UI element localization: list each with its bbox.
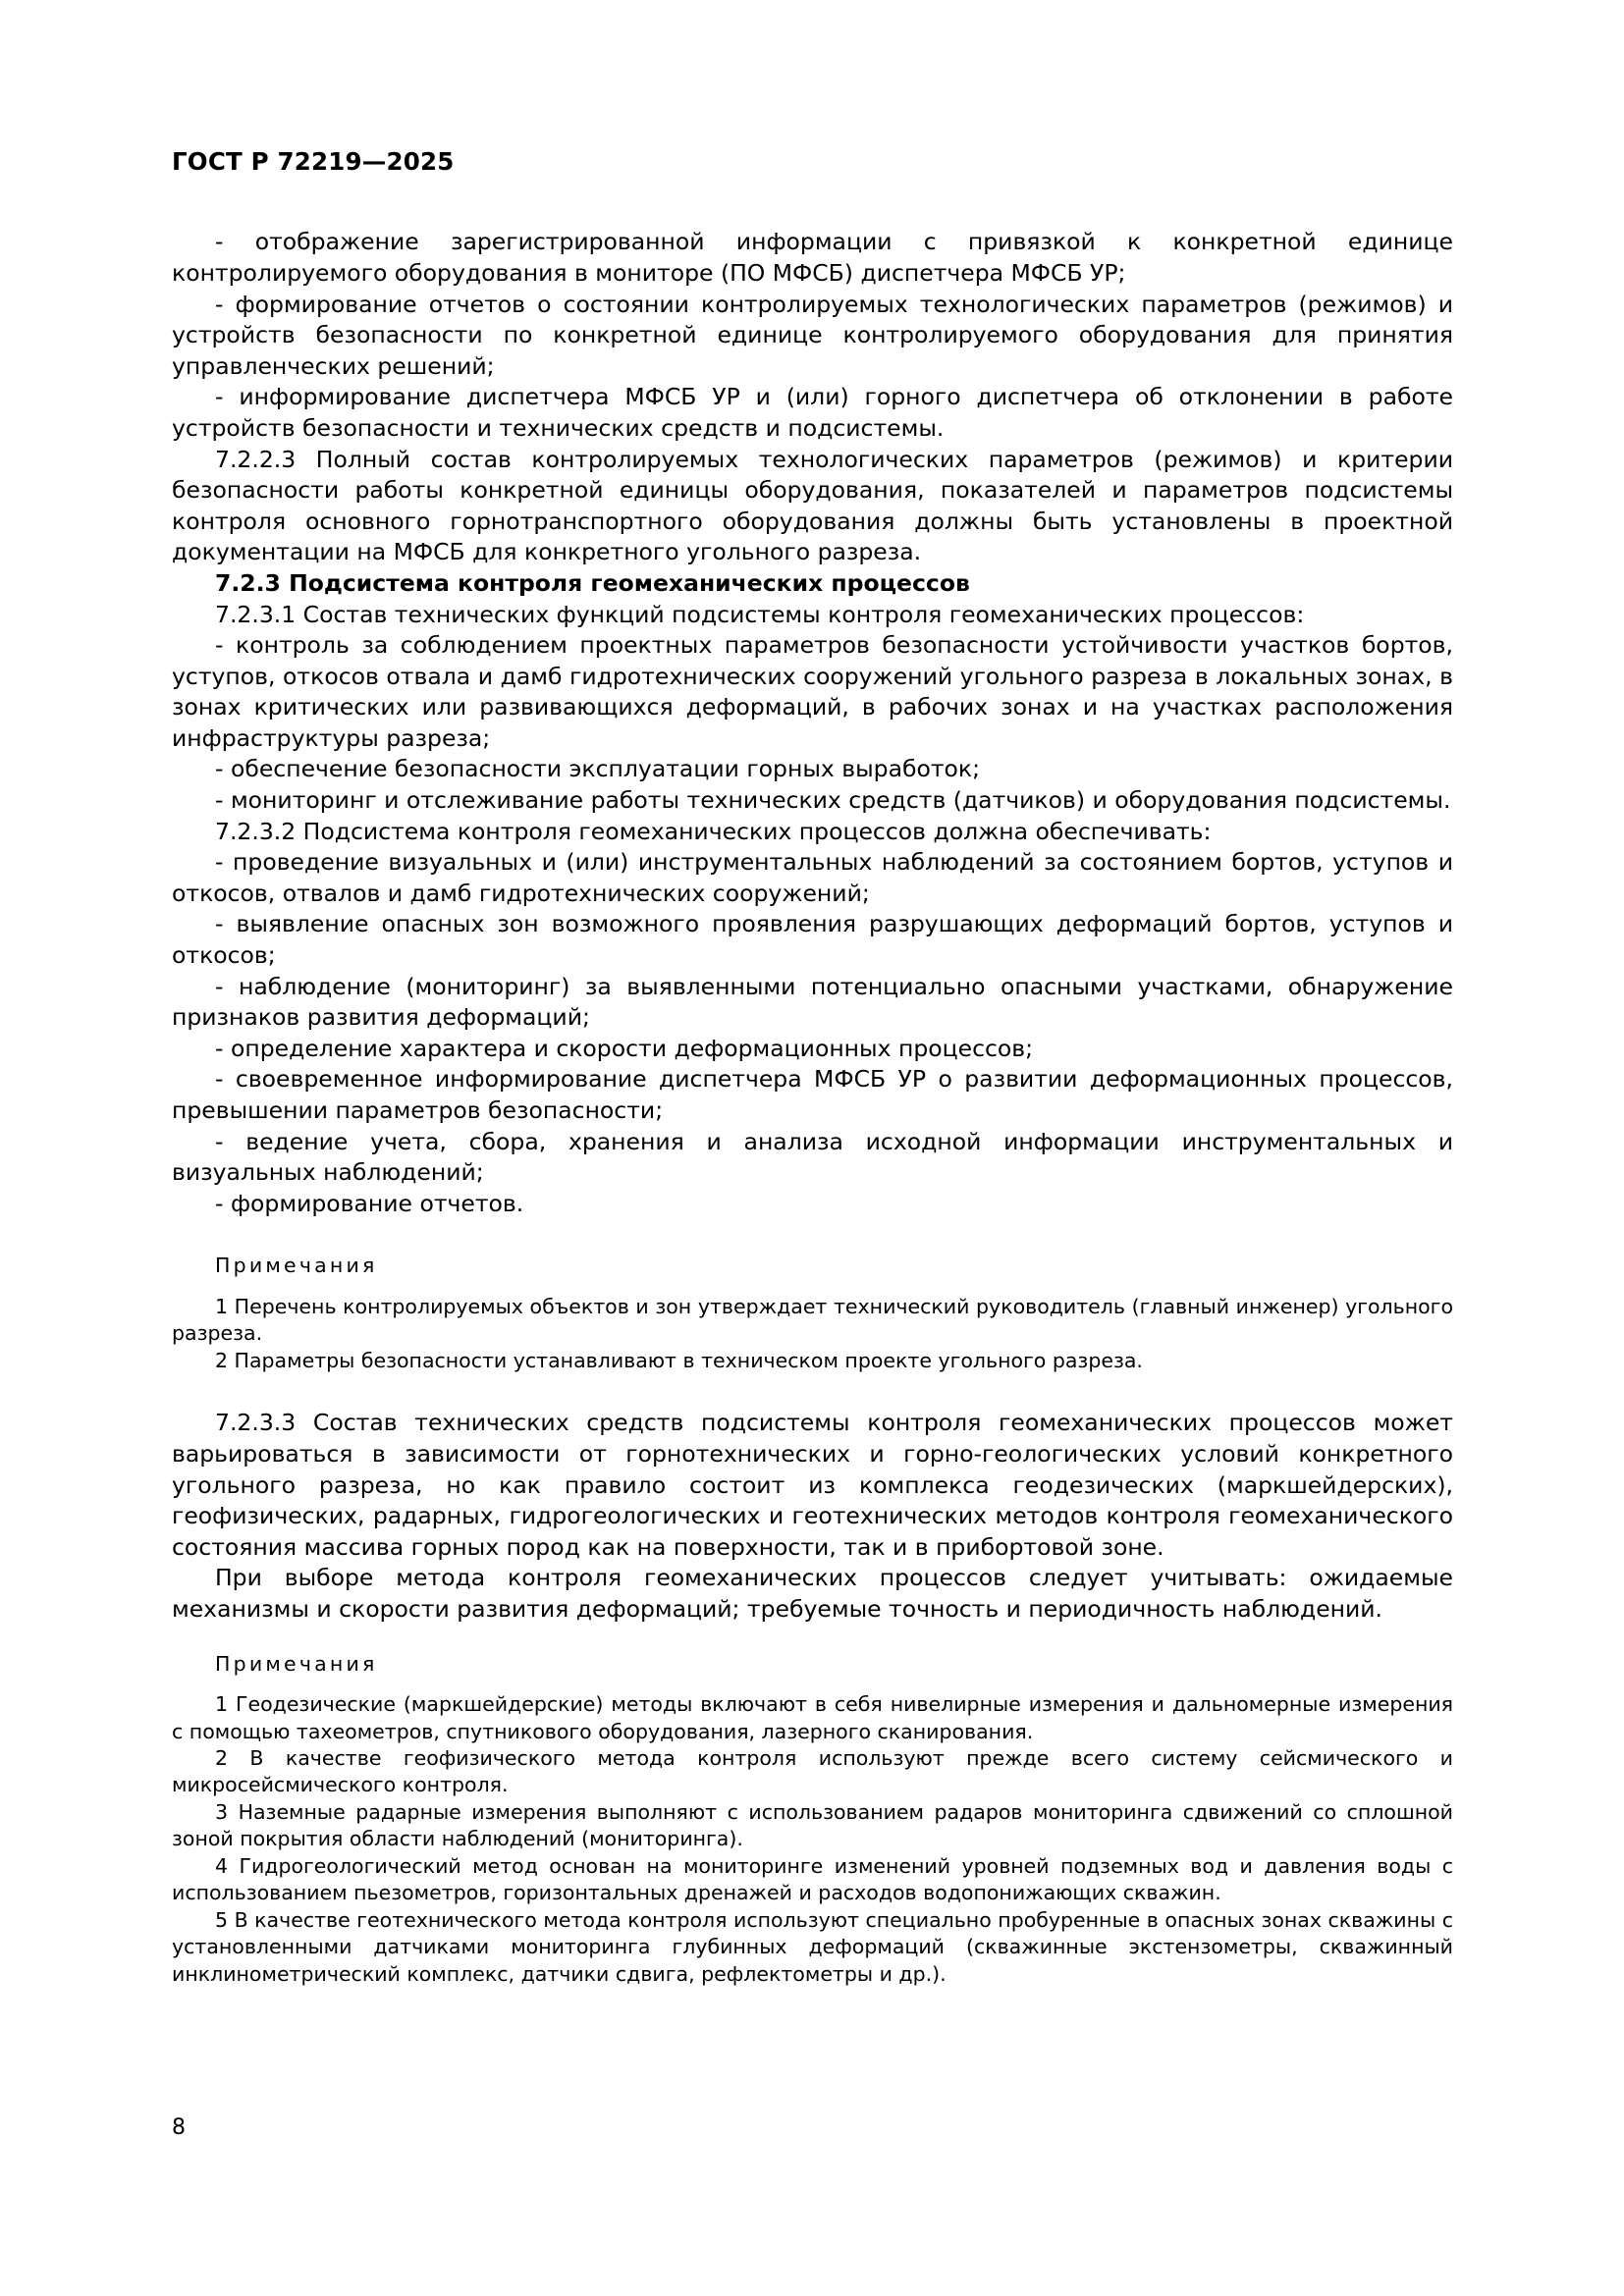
note-1-2: 2 Параметры безопасности устанавливают в техническом проекте угольного разреза.	[215, 1348, 1143, 1372]
paragraph-bullet-observation: - наблюдение (мониторинг) за выявленными потенциально опасными участками, обнаружение признаков развития деформаций;	[172, 972, 1453, 1032]
notes-heading-1: Примечания	[215, 1254, 378, 1278]
page-header: ГОСТ Р 72219—2025	[172, 147, 455, 176]
heading-7-2-3: 7.2.3 Подсистема контроля геомеханических процессов	[215, 568, 970, 597]
note-2-3: 3 Наземные радарные измерения выполняют с использованием радаров мониторинга сдвижений со сплошной зоной покрытия области наблюдений (мониторинга).	[172, 1799, 1453, 1851]
paragraph-bullet-reports-forming: - формирование отчетов.	[215, 1189, 524, 1217]
paragraph-bullet-control: - контроль за соблюдением проектных параметров безопасности устойчивости участков бортов, уступов, откосов отвала и дамб гидротехнических сооружений угольного разреза в локальных зонах, в зонах критических или развивающихся деформаций, в рабочих зонах и на участках расположения инфраструктуры разреза;	[172, 631, 1453, 752]
note-2-5: 5 В качестве геотехнического метода контроля используют специально пробуренные в опасных зонах скважины с установленными датчиками мониторинга глубинных деформаций (скважинные экстензометры, скважинный инклинометрический комплекс, датчики сдвига, рефлектометры и др.).	[172, 1907, 1453, 1986]
paragraph-7-2-2-3: 7.2.2.3 Полный состав контролируемых технологических параметров (режимов) и критерии безопасности работы конкретной единицы оборудования, показателей и параметров подсистемы контроля основного горнотранспортного оборудования должны быть установлены в проектной документации на МФСБ для конкретного угольного разреза.	[172, 445, 1453, 566]
paragraph-7-2-3-3: 7.2.3.3 Состав технических средств подсистемы контроля геомеханических процессов может варьироваться в зависимости от горнотехнических и горно-геологических условий конкретного угольного разреза, но как правило состоит из комплекса геодезических (маркшейдерских), геофизических, радарных, гидрогеологических и геотехнических методов контроля геомеханического состояния массива горных пород как на поверхности, так и в прибортовой зоне.	[172, 1409, 1453, 1561]
paragraph-bullet-safety: - обеспечение безопасности эксплуатации горных выработок;	[215, 755, 981, 783]
note-2-2: 2 В качестве геофизического метода контроля используют прежде всего систему сейсмического и микросейсмического контроля.	[172, 1746, 1453, 1797]
note-2-4: 4 Гидрогеологический метод основан на мониторинге изменений уровней подземных вод и давления воды с использованием пьезометров, горизонтальных дренажей и расходов водопонижающих скважин.	[172, 1853, 1453, 1905]
paragraph-bullet-records: - ведение учета, сбора, хранения и анализа исходной информации инструментальных и визуальных наблюдений;	[172, 1127, 1453, 1187]
paragraph-bullet-reports: - формирование отчетов о состоянии контролируемых технологических параметров (режимов) и устройств безопасности по конкретной единице контролируемого оборудования для принятия управленческих решений;	[172, 290, 1453, 380]
page-number: 8	[172, 2115, 186, 2140]
paragraph-bullet-hazard-zones: - выявление опасных зон возможного проявления разрушающих деформаций бортов, уступов и откосов;	[172, 910, 1453, 970]
note-1-1: 1 Перечень контролируемых объектов и зон утверждает технический руководитель (главный инженер) угольного разреза.	[172, 1294, 1453, 1346]
paragraph-bullet-visual-observations: - проведение визуальных и (или) инструментальных наблюдений за состоянием бортов, уступов и откосов, отвалов и дамб гидротехнических сооружений;	[172, 848, 1453, 907]
paragraph-bullet-timely-informing: - своевременное информирование диспетчера МФСБ УР о развитии деформационных процессов, превышении параметров безопасности;	[172, 1065, 1453, 1125]
paragraph-bullet-informing: - информирование диспетчера МФСБ УР и (или) горного диспетчера об отклонении в работе устройств безопасности и технических средств и подсистемы.	[172, 383, 1453, 442]
notes-heading-2: Примечания	[215, 1651, 378, 1676]
paragraph-bullet-deformation-rate: - определение характера и скорости деформационных процессов;	[215, 1034, 1034, 1062]
paragraph-bullet-monitoring: - мониторинг и отслеживание работы технических средств (датчиков) и оборудования подсистемы.	[215, 786, 1451, 815]
paragraph-7-2-3-2: 7.2.3.2 Подсистема контроля геомеханических процессов должна обеспечивать:	[215, 817, 1212, 845]
paragraph-method-selection: При выборе метода контроля геомеханических процессов следует учитывать: ожидаемые механизмы и скорости развития деформаций; требуемые точность и периодичность наблюдений.	[172, 1564, 1453, 1623]
paragraph-bullet-display: - отображение зарегистрированной информации с привязкой к конкретной единице контролируемого оборудования в мониторе (ПО МФСБ) диспетчера МФСБ УР;	[172, 228, 1453, 287]
paragraph-7-2-3-1: 7.2.3.1 Состав технических функций подсистемы контроля геомеханических процессов:	[215, 600, 1305, 628]
page-content	[172, 147, 1453, 1988]
note-2-1: 1 Геодезические (маркшейдерские) методы включают в себя нивелирные измерения и дальномерные измерения с помощью тахеометров, спутникового оборудования, лазерного сканирования.	[172, 1692, 1453, 1743]
